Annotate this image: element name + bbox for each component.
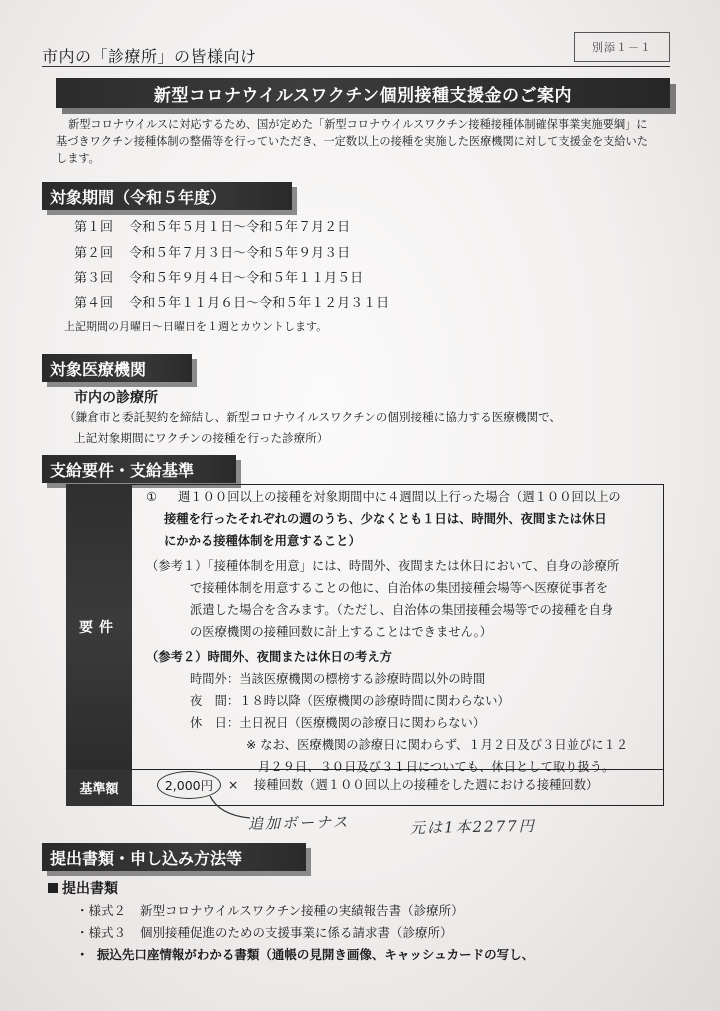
period-round-4 (74, 292, 389, 311)
document-text: 新型コロナウイルスワクチン接種の実績報告書（診療所） (140, 903, 464, 918)
reference1-line: で接種体制を用意することの他に、自治体の集団接種会場等へ医療従事者を (190, 581, 609, 595)
multiply-sign: × (228, 778, 239, 792)
document-text: 振込先口座情報がわかる書類（通帳の見開き画像、キャッシュカードの写し、 (96, 947, 535, 962)
item1-line: 接種を行ったそれぞれの週のうち、少なくとも１日は、時間外、夜間または休日 (164, 512, 607, 526)
document-bullet: ・様式２ (76, 903, 127, 918)
institution-heading: 対象医療機関 (42, 354, 192, 382)
documents-subheading (48, 878, 118, 898)
document-title: 新型コロナウイルスワクチン個別接種支援金のご案内 (56, 78, 670, 108)
reference2-title: （参考２）時間外、夜間または休日の考え方 (146, 650, 392, 664)
round-range: 令和５年９月４日～令和５年１１月５日 (129, 271, 364, 286)
period-round-1 (74, 216, 350, 235)
submission-heading: 提出書類・申し込み方法等 (42, 843, 306, 871)
handwritten-note-original: 元は1本2277円 (409, 816, 536, 838)
night-definition: 夜 間：１８時以降（医療機関の診療時間に関わらない） (190, 694, 510, 708)
standard-amount-formula: 接種回数（週１００回以上の接種をした週における接種回数） (254, 778, 599, 792)
round-label: 第４回 (74, 296, 114, 311)
round-label: 第３回 (74, 271, 114, 286)
reference1-line: 派遣した場合を含みます。（ただし、自治体の集団接種会場等での接種を自身 (190, 603, 614, 617)
attachment-label: 別添１－１ (574, 32, 670, 62)
holiday-definition: 休 日：土日祝日（医療機関の診療日に関わらない） (190, 716, 486, 730)
round-label: 第１回 (74, 220, 114, 235)
round-range: 令和５年１１月６日～令和５年１２月３１日 (129, 296, 390, 311)
document-bullet: ・ (76, 947, 89, 962)
document-item (76, 923, 453, 941)
document-item (76, 945, 534, 963)
period-round-3 (74, 267, 363, 286)
documents-subheading-text: 提出書類 (62, 881, 118, 897)
requirements-side-label: 要件 (66, 484, 132, 769)
institution-desc-line: 上記対象期間にワクチンの接種を行った診療所） (74, 431, 329, 445)
period-note: 上記期間の月曜日～日曜日を１週とカウントします。 (64, 320, 328, 333)
target-audience-label: 市内の「診療所」の皆様向け (42, 47, 257, 66)
document-item (76, 901, 464, 919)
standard-amount-label: 基準額 (66, 769, 132, 806)
handwritten-note-bonus: 追加ボーナス (247, 813, 350, 833)
intro-paragraph (56, 116, 670, 167)
header-divider (42, 66, 670, 67)
intro-line: します。 (56, 152, 100, 165)
period-heading: 対象期間（令和５年度） (42, 182, 292, 210)
requirements-heading: 支給要件・支給基準 (42, 455, 236, 483)
reference1-line: の医療機関の接種回数に計上することはできません。） (190, 625, 493, 639)
institution-desc-line: （鎌倉市と委託契約を締結し、新型コロナウイルスワクチンの個別接種に協力する医療機関で、 (64, 410, 562, 424)
institution-subheading: 市内の診療所 (74, 390, 158, 406)
reference1-line: （参考１）「接種体制を用意」には、時間外、夜間または休日において、自身の診療所 (146, 559, 620, 573)
period-round-2 (74, 242, 350, 261)
intro-line: 新型コロナウイルスに対応するため、国が定めた「新型コロナウイルスワクチン接種接種体制確保事業実施要綱」に (68, 118, 648, 131)
after-hours-definition: 時間外：当該医療機関の標榜する診療時間以外の時間 (190, 672, 486, 686)
round-range: 令和５年５月１日～令和５年７月２日 (129, 220, 351, 235)
item1-number: ① (146, 490, 158, 504)
item1-line: にかかる接種体制を用意すること） (164, 534, 361, 548)
holiday-note-line: ※ なお、医療機関の診療日に関わらず、１月２日及び３日並びに１２ (246, 738, 629, 752)
intro-line: 基づきワクチン接種体制の整備等を行っていただき、一定数以上の接種を実施した医療機関に対して支援金を支給いた (56, 135, 648, 148)
document-bullet: ・様式３ (76, 925, 127, 940)
standard-amount-value: 2,000円 (157, 771, 221, 799)
square-bullet-icon (48, 883, 58, 893)
document-text: 個別接種促進のための支援事業に係る請求書（診療所） (140, 925, 453, 940)
item1-line: 週１００回以上の接種を対象期間中に４週間以上行った場合（週１００回以上の (178, 490, 621, 504)
holiday-note-line: 月２９日、３０日及び３１日についても、休日として取り扱う。 (258, 760, 615, 774)
round-range: 令和５年７月３日～令和５年９月３日 (129, 246, 351, 261)
round-label: 第２回 (74, 246, 114, 261)
